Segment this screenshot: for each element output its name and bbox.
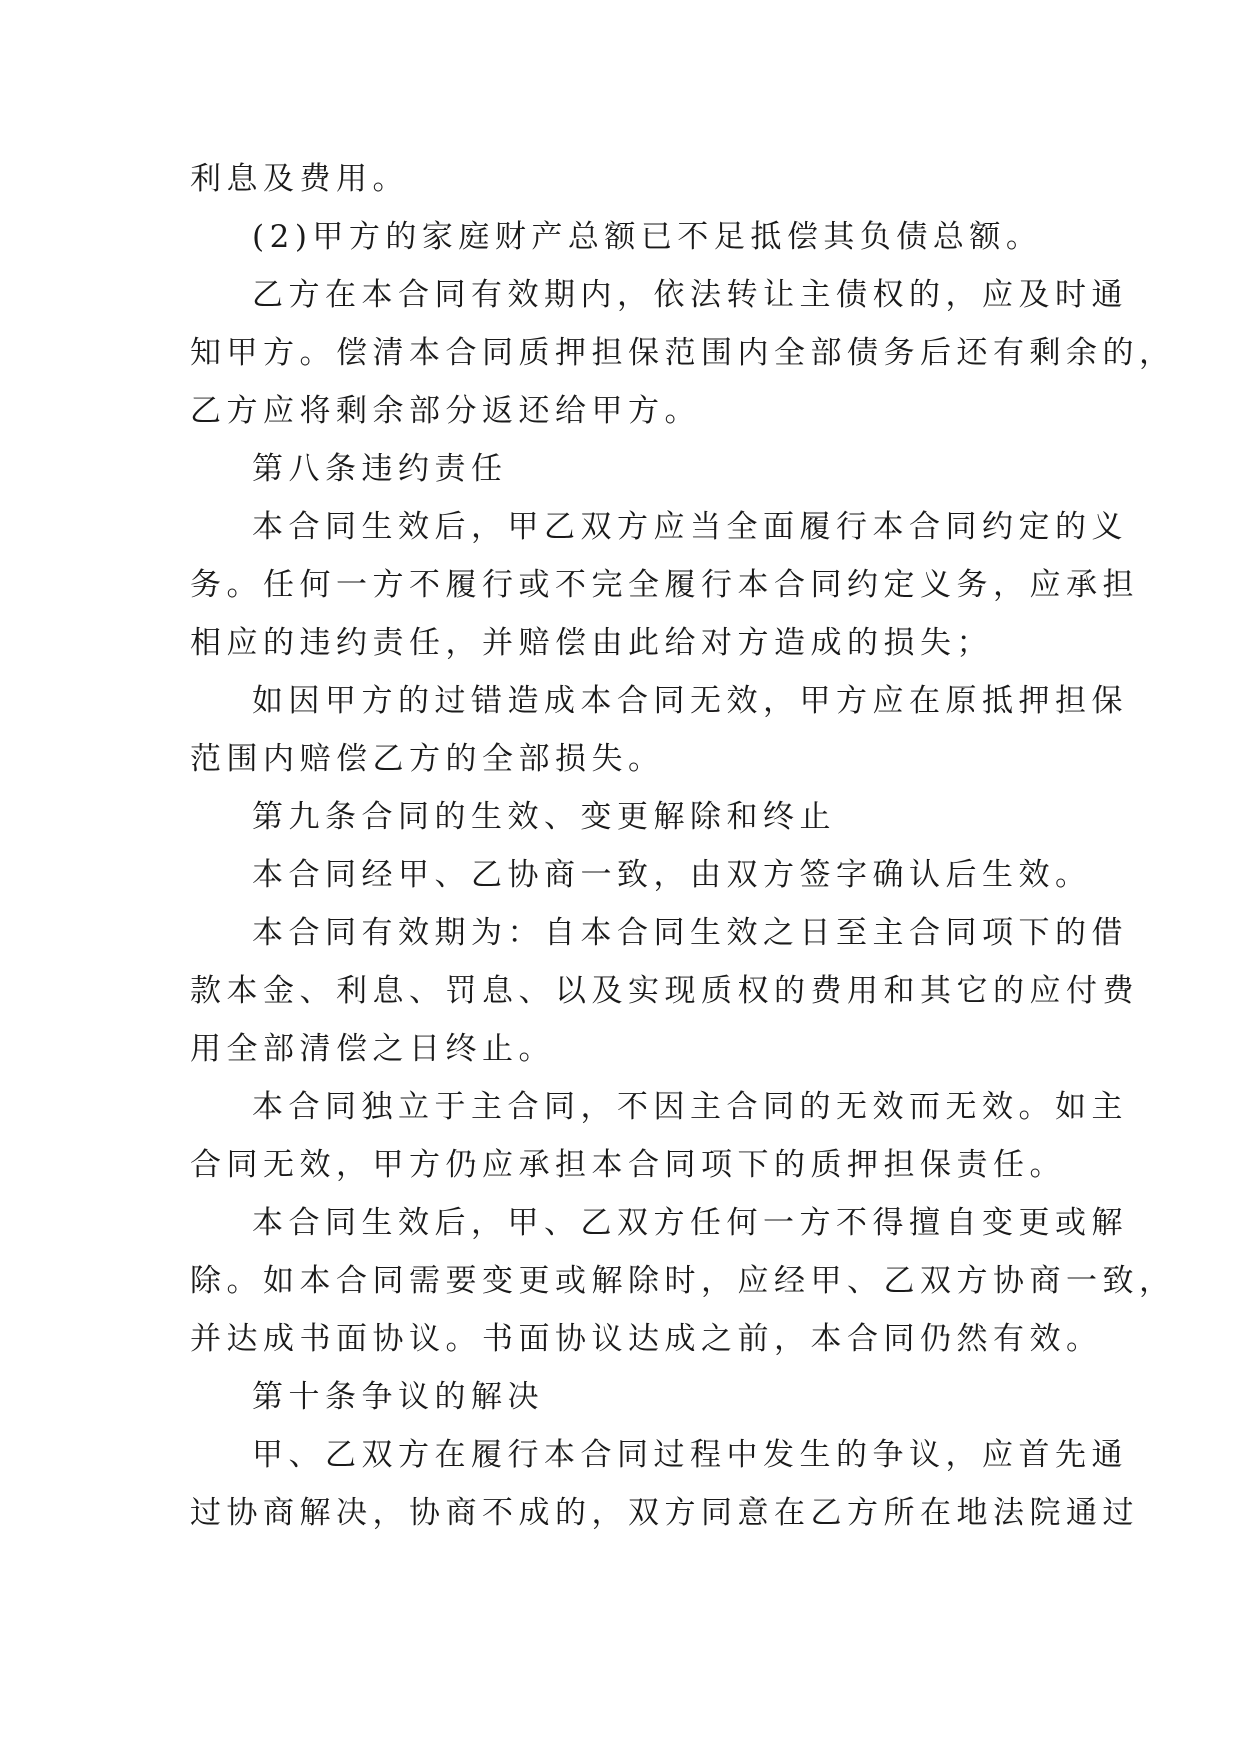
text-line: 知甲方。偿清本合同质押担保范围内全部债务后还有剩余的，	[190, 335, 1176, 371]
text-line: 甲、乙双方在履行本合同过程中发生的争议，应首先通	[252, 1437, 1128, 1473]
section-heading: 第九条合同的生效、变更解除和终止	[252, 799, 836, 835]
section-heading: 第八条违约责任	[252, 451, 508, 487]
text-line: 合同无效，甲方仍应承担本合同项下的质押担保责任。	[190, 1147, 1066, 1183]
text-line: 本合同有效期为：自本合同生效之日至主合同项下的借	[252, 915, 1128, 951]
text-line: 用全部清偿之日终止。	[190, 1031, 555, 1067]
text-line: 并达成书面协议。书面协议达成之前，本合同仍然有效。	[190, 1321, 1103, 1357]
text-line: (2)甲方的家庭财产总额已不足抵偿其负债总额。	[252, 219, 1043, 255]
text-line: 范围内赔偿乙方的全部损失。	[190, 741, 665, 777]
text-line: 如因甲方的过错造成本合同无效，甲方应在原抵押担保	[252, 683, 1128, 719]
text-line: 除。如本合同需要变更或解除时，应经甲、乙双方协商一致，	[190, 1263, 1176, 1299]
text-line: 利息及费用。	[190, 161, 409, 197]
text-line: 务。任何一方不履行或不完全履行本合同约定义务，应承担	[190, 567, 1139, 603]
text-line: 相应的违约责任，并赔偿由此给对方造成的损失；	[190, 625, 993, 661]
text-line: 款本金、利息、罚息、以及实现质权的费用和其它的应付费	[190, 973, 1139, 1009]
text-line: 本合同生效后，甲乙双方应当全面履行本合同约定的义	[252, 509, 1128, 545]
text-line: 乙方在本合同有效期内，依法转让主债权的，应及时通	[252, 277, 1128, 313]
text-line: 本合同经甲、乙协商一致，由双方签字确认后生效。	[252, 857, 1092, 893]
text-line: 乙方应将剩余部分返还给甲方。	[190, 393, 701, 429]
text-line: 本合同生效后，甲、乙双方任何一方不得擅自变更或解	[252, 1205, 1128, 1241]
text-line: 本合同独立于主合同，不因主合同的无效而无效。如主	[252, 1089, 1128, 1125]
section-heading: 第十条争议的解决	[252, 1379, 544, 1415]
text-line: 过协商解决，协商不成的，双方同意在乙方所在地法院通过	[190, 1495, 1139, 1531]
